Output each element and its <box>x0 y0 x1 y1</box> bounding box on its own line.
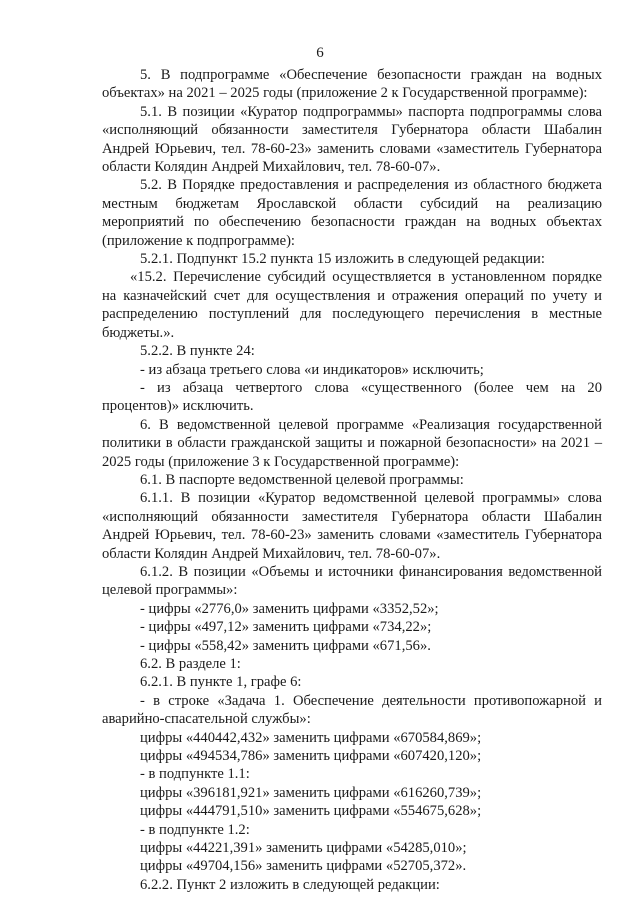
paragraph-6: 6. В ведомственной целевой программе «Реализация государственной политики в области гражданской защиты и пожарной безопасности» на 2021 – 2025 годы (приложение 3 к Государственной программе): <box>102 416 602 470</box>
list-item: - в подпункте 1.1: <box>140 766 250 783</box>
list-item: - цифры «558,42» заменить цифрами «671,56». <box>140 637 431 654</box>
paragraph-5-2-2: 5.2.2. В пункте 24: <box>140 343 255 360</box>
paragraph-6-2: 6.2. В разделе 1: <box>140 656 241 672</box>
paragraph-5-1: 5.1. В позиции «Куратор подпрограммы» паспорта подпрограммы слова «исполняющий обязанности заместителя Губернатора области Шабалин Андрей Юрьевич, тел. 78-60-23» заменить словами «заместитель Губернатора области Колядин Андрей Михайлович, тел. 78-60-07». <box>102 103 602 176</box>
paragraph-5-2: 5.2. В Порядке предоставления и распределения из областного бюджета местным бюджетам Ярославской области субсидий на реализацию мероприятий по обеспечению безопасности граждан на водных объектах (приложение к подпрограмме): <box>102 177 602 249</box>
paragraph-5-2-1: 5.2.1. Подпункт 15.2 пункта 15 изложить в следующей редакции: <box>140 251 545 268</box>
list-item: - из абзаца четвертого слова «существенного (более чем на 20 процентов)» исключить. <box>102 379 602 415</box>
list-item: - цифры «2776,0» заменить цифрами «3352,52»; <box>140 600 439 617</box>
document-body <box>102 66 602 894</box>
list-item: цифры «440442,432» заменить цифрами «670584,869»; <box>140 729 482 746</box>
list-item: - цифры «497,12» заменить цифрами «734,22»; <box>140 619 432 636</box>
list-item: цифры «49704,156» заменить цифрами «52705,372». <box>140 858 467 875</box>
paragraph-5: 5. В подпрограмме «Обеспечение безопасности граждан на водных объектах» на 2021 – 2025 годы (приложение 2 к Государственной программе): <box>102 67 602 102</box>
paragraph-6-1: 6.1. В паспорте ведомственной целевой программы: <box>140 471 464 488</box>
quoted-text-15-2: «15.2. Перечисление субсидий осуществляется в установленном порядке на казначейский счет для осуществления и отражения операций по учету и распределению поступлений для последующего перечисления в местные бюджеты.». <box>102 269 602 341</box>
page-number: 6 <box>316 45 324 61</box>
list-item: цифры «396181,921» заменить цифрами «616260,739»; <box>140 784 482 801</box>
list-item: - из абзаца третьего слова «и индикаторов» исключить; <box>140 361 484 378</box>
list-item: цифры «44221,391» заменить цифрами «54285,010»; <box>140 840 467 857</box>
list-item: - в строке «Задача 1. Обеспечение деятельности противопожарной и аварийно-спасательной службы»: <box>102 692 602 728</box>
list-item: - в подпункте 1.2: <box>140 821 250 838</box>
paragraph-6-1-1: 6.1.1. В позиции «Куратор ведомственной целевой программы» слова «исполняющий обязанности заместителя Губернатора области Шабалин Андрей Юрьевич, тел. 78-60-23» заменить словами «заместитель Губернатора области Колядин Андрей Михайлович, тел. 78-60-07». <box>102 490 602 562</box>
paragraph-6-2-2: 6.2.2. Пункт 2 изложить в следующей редакции: <box>140 876 440 893</box>
paragraph-6-2-1: 6.2.1. В пункте 1, графе 6: <box>140 674 302 691</box>
list-item: цифры «444791,510» заменить цифрами «554675,628»; <box>140 803 482 820</box>
paragraph-6-1-2: 6.1.2. В позиции «Объемы и источники финансирования ведомственной целевой программы»: <box>102 563 602 599</box>
list-item: цифры «494534,786» заменить цифрами «607420,120»; <box>140 748 482 765</box>
